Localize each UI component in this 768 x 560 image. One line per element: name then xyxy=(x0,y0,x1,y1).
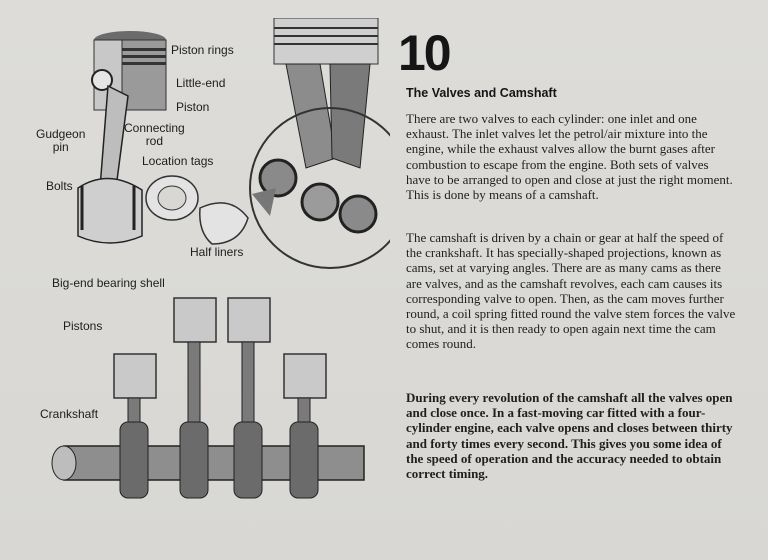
cylinder-cam-drawing xyxy=(250,18,390,268)
section-number: 10 xyxy=(398,25,450,81)
label-big-end-bearing-shell: Big-end bearing shell xyxy=(52,276,165,290)
label-crankshaft: Crankshaft xyxy=(40,407,99,421)
label-pistons: Pistons xyxy=(63,319,103,333)
label-piston: Piston xyxy=(176,100,210,114)
label-bolts: Bolts xyxy=(46,179,73,193)
label-half-liners: Half liners xyxy=(190,245,244,259)
label-piston-rings: Piston rings xyxy=(171,43,234,57)
paragraph-valves: There are two valves to each cylinder: one inlet and one exhaust. The inlet valves let the petrol/air mixture into the engine, while the exhaust valves allow the burnt gases after combustion to escape from the engine. Both sets of valves have to be arranged to open and close at just the right moment. This is done by means of a camshaft. xyxy=(406,111,733,203)
section-heading: The Valves and Camshaft xyxy=(406,86,557,100)
paragraph-camshaft-drive: The camshaft is driven by a chain or gear at half the speed of the crankshaft. It has specially-shaped projections, known as cams, set at varying angles. There are as many cams as there are valves, and as the camshaft revolves, each cam causes its corresponding valve to open. Then, as the cam moves further round, a coil spring fitted round the valve stem forces the valve to shut, and it is then ready to open again next time the cam comes round. xyxy=(406,230,736,352)
label-connecting-rod: Connecting rod xyxy=(124,121,185,148)
label-little-end: Little-end xyxy=(176,76,226,90)
label-gudgeon-pin: Gudgeon pin xyxy=(36,127,86,154)
engine-illustration xyxy=(30,18,390,518)
paragraph-timing: During every revolution of the camshaft all the valves open and close once. In a fast-moving car fitted with a four-cylinder engine, each valve opens and closes between thirty and forty times every second. This gives you some idea of the speed of operation and the accuracy needed to obtain correct timing. xyxy=(406,390,733,482)
label-location-tags: Location tags xyxy=(142,154,214,168)
